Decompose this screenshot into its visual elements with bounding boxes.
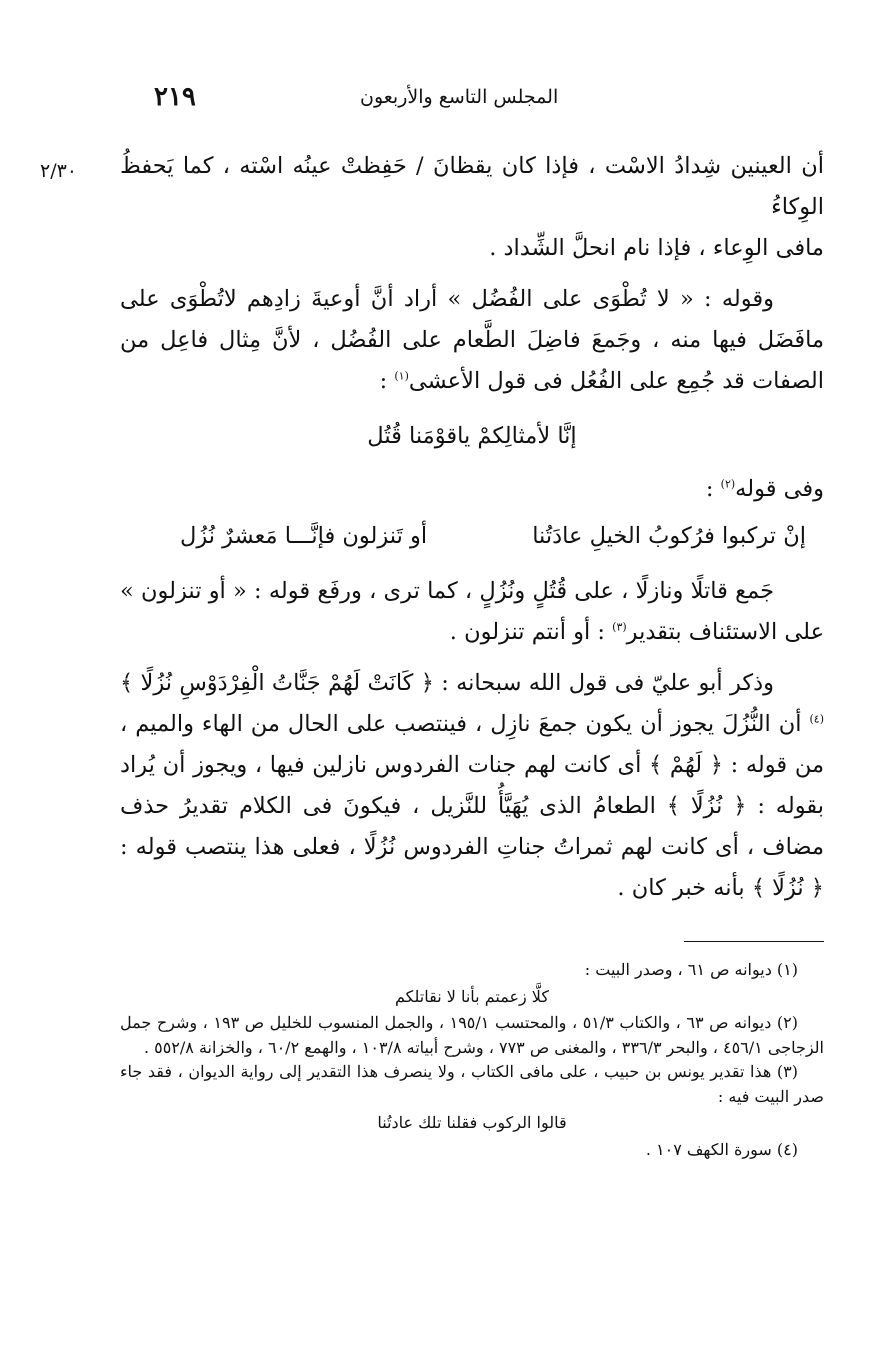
footnote-marker: (١) <box>394 369 409 383</box>
footnote-verse: قالوا الركوب فقلنا تلك عادتُنا <box>377 1113 567 1132</box>
paragraph-text: وذكر أبو عليّ فى قول الله سبحانه : ﴿ كَانَتْ لَهُمْ جَنَّاتُ الْفِرْدَوْسِ نُزُلًا ﴾ <box>120 670 774 696</box>
footnote-marker: (٢) <box>720 477 736 491</box>
verse-hemistich-second: أو تَنزلون فإنَّـــا مَعشرٌ نُزُل <box>180 523 428 549</box>
paragraph <box>120 571 824 653</box>
paragraph-text: وفى قوله <box>735 476 824 502</box>
paragraph-text: وقوله : « لا تُطْوَى على الفُضُل » أراد أنَّ أوعيةَ زادِهم لاتُطْوَى على مافَضَل فيها منه ، وجَمعَ فاضِلَ الطَّعام على الفُضُل ، لأنَّ مِثال فاعِل من الصفات قد جُمِع على الفُعُل فى قول الأعشى <box>120 286 824 394</box>
footnote: (٢) ديوانه ص ٦٣ ، والكتاب ٥١/٣ ، والمحتسب ١٩٥/١ ، والجمل المنسوب للخليل ص ١٩٣ ، وشرح جمل الزجاجى ٤٥٦/١ ، والبحر ٣٣٦/٣ ، والمغنى ص ٧٧٣ ، وشرح أبياته ١٠٣/٨ ، والهمع ٦٠/٢ ، والخزانة ٥٥٢/٨ . <box>120 1013 824 1057</box>
footnote: (٣) هذا تقدير يونس بن حبيب ، على مافى الكتاب ، ولا ينصرف هذا التقدير إلى رواية الديوان ، فقد جاء صدر البيت فيه : <box>120 1062 824 1106</box>
margin-reference: ٢/٣٠ <box>40 160 78 182</box>
footnote: (١) ديوانه ص ٦١ ، وصدر البيت : <box>584 960 798 979</box>
footnotes <box>120 958 824 1162</box>
footnote-divider <box>684 941 824 942</box>
main-text <box>120 146 824 909</box>
paragraph <box>120 663 824 909</box>
footnote-marker: (٤) <box>809 712 824 726</box>
paragraph-line: أن العينين شِدادُ الاسْت ، فإذا كان يقظانَ / حَفِظتْ عينُه اسْته ، كما يَحفظُ الوِكاءُ <box>120 153 824 220</box>
footnote-verse: كلَّا زعمتم بأنا لا نقاتلكم <box>395 986 549 1006</box>
verse-couplet <box>120 516 824 557</box>
page-number: ٢١٩ <box>154 82 196 112</box>
paragraph-text: جَمع قاتلًا ونازلًا ، على قُتُلٍ ونُزُلٍ ، كما ترى ، ورفَع قوله : « أو تنزلون » على الاستئناف بتقدير <box>120 578 824 645</box>
running-title: المجلس التاسع والأربعون <box>360 86 559 108</box>
paragraph-text: : <box>705 476 721 502</box>
paragraph-text: أن النُّزُلَ يجوز أن يكون جمعَ نازِل ، فينتصب على الحال من الهاء والميم ، من قوله : ﴿ لَهُمْ ﴾ أى كانت لهم جنات الفردوس نازلين فيها ، ويجوز أن يُراد بقوله : ﴿ نُزُلًا ﴾ الطعامُ الذى يُهَيَّأُ للنَّزيل ، فيكونَ فى الكلام تقديرُ حذف مضاف ، أى كانت لهم ثمراتُ جناتِ الفردوس نُزُلًا ، فعلى هذا ينتصب قوله : ﴿ نُزُلًا ﴾ بأنه خبر كان . <box>120 711 824 901</box>
verse-hemistich-first: إنْ تركبوا فرُكوبُ الخيلِ عادَتُنا <box>532 523 806 549</box>
paragraph-text: : أو أنتم تنزلون . <box>449 619 613 645</box>
page-header <box>120 78 820 118</box>
footnote: (٤) سورة الكهف ١٠٧ . <box>645 1139 798 1159</box>
verse-line: إنَّا لأمثالِكمْ ياقوْمَنا قُتُل <box>367 423 577 449</box>
paragraph-line: مافى الوِعاء ، فإذا نام انحلَّ الشِّداد . <box>489 235 824 261</box>
paragraph <box>120 469 824 510</box>
paragraph-text: : <box>379 368 395 394</box>
paragraph <box>120 279 824 402</box>
footnote-marker: (٣) <box>612 620 627 634</box>
